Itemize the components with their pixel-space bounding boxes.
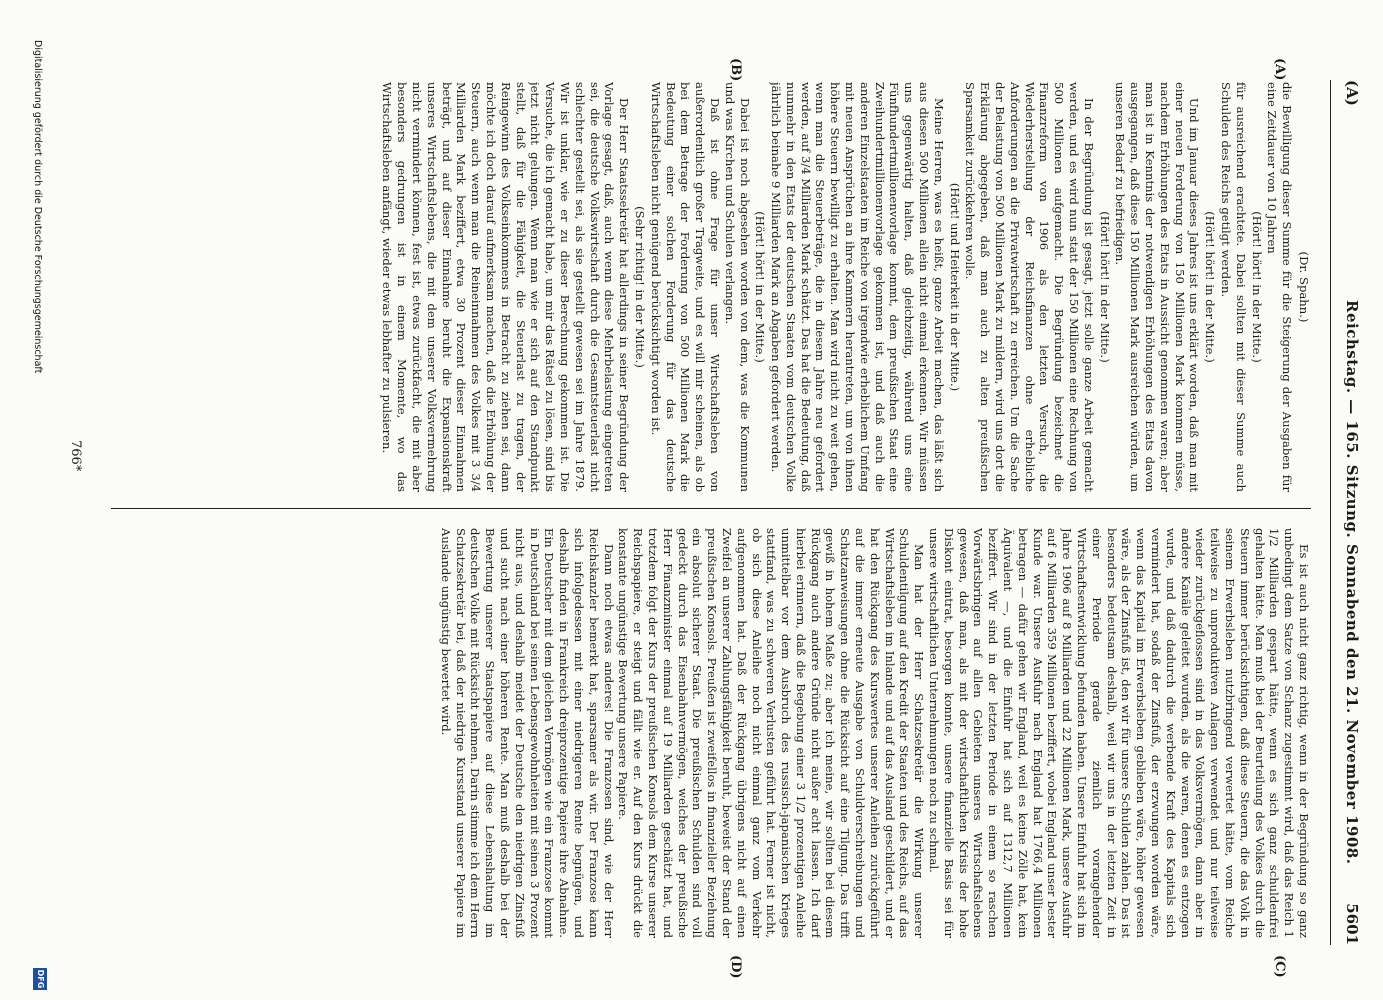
left-column [111, 82, 1311, 492]
interjection: (Sehr richtig! in der Mitte.) [632, 206, 647, 368]
page-header [1335, 80, 1361, 945]
paragraph: für ausreichend erachtete. Dabei sollten mit dieser Summe auch Schulden des Reichs getilgt werden. [1219, 82, 1248, 492]
paragraph: Meine Herren, was es heißt, ganze Arbeit machen, das läßt sich aus diesen 500 Millionen allein nicht einmal erkennen. Wir müssen uns gegenwärtig halten, daß gleichzeitig, während uns eine Fünfhundertmillionenvorlage kommt, dem preußischen Staat eine Zweihundertmillionenvorlage gekommen ist, und daß auch die anderen Einzelstaaten im Reiche von irgendwie erheblichem Umfang mit neuen Ansprüchen an ihre Kammern herantreten, um von ihnen höhere Steuern bewilligt zu erhalten. Man wird nicht zu weit gehen, wenn man die Steuerbeträge, die in diesem Jahre neu gefordert werden, auf 3/4 Milliarden Mark schätzt. Das hat die Bedeutung, daß nunmehr in den Etats der deutschen Staaten vom deutschen Volke jährlich beinahe 9 Milliarden Mark an Abgaben gefordert werden. [769, 82, 946, 492]
interjection: (Hört! hört! in der Mitte.) [1249, 211, 1264, 363]
paragraph: Und im Januar dieses Jahres ist uns erklärt worden, daß man mit einer neuen Forderung von 150 Millionen Mark kommen müsse, nachdem Erhöhungen des Etats in Aussicht genommen waren; aber man ist in Kenntnis der notwendigen Erhöhungen des Etats davon ausgegangen, daß diese 150 Millionen Mark ausreichen würden, um unseren Bedarf zu befriedigen. [1113, 82, 1202, 492]
page-footer-number: 766* [68, 440, 83, 472]
paragraph: In der Begründung ist gesagt, jetzt solle ganze Arbeit gemacht werden, und es wird nun statt der 150 Millionen eine Rechnung von 500 Millionen aufgemacht. Die Begründung bezeichnet die Finanzreform von 1906 als den letzten Versuch, die Wiederherstellung der Reichsfinanzen ohne erhebliche Anforderungen an die Privatwirtschaft zu erreichen. Um die Sache der Belastung von 500 Millionen Mark zu mildern, wird uns dort die Erklärung abgegeben, daß man auch zu alten preußischen Sparsamkeit zurückkehren wolle. [963, 82, 1096, 492]
paragraph: Daß ist ohne Frage für unser Wirtschaftsleben von außerordentlich großer Tragweite, und es will mir scheinen, als ob bei dem Betrage der Forderung von 500 Millionen Mark die Bedeutung einer solchen Forderung für das deutsche Wirtschaftsleben nicht genügend berücksichtigt worden ist. [648, 82, 722, 492]
header-rule [1330, 80, 1331, 945]
margin-marker-c: (C) [1272, 955, 1287, 978]
header-title: Reichstag. — 165. Sitzung. Sonnabend den 21. November 1908. [1343, 300, 1361, 865]
paragraph: die Bewilligung dieser Summe für die Steigerung der Ausgaben für eine Zeitdauer von 10 Jahren [1265, 82, 1295, 492]
margin-marker-d: (D) [728, 955, 743, 979]
digitization-credit: Digitalisierung gefördert durch die Deutsche Forschungsgemeinschaft [32, 40, 43, 374]
interjection: (Hört! hört! in der Mitte.) [1097, 211, 1112, 363]
header-left-marker: (A) [1343, 80, 1361, 106]
interjection: (Hört! hört! in der Mitte.) [1203, 211, 1218, 363]
speaker-label: (Dr. Spahn.) [1297, 251, 1311, 323]
right-column [111, 528, 1311, 938]
dfg-logo: DFG [33, 968, 47, 990]
interjection: (Hört! hört! in der Mitte.) [753, 211, 768, 363]
column-divider [111, 508, 1311, 509]
paragraph: Man hat der Herr Schatzsekretär die Wirkung unserer Schuldentilgung auf den Kredit der Staaten und des Reichs, auf das Wirtschaftsleben im Inlande und auf das Ausland geschildert, und er hat den Rückgang des Kurswertes unserer Anleihen zurückgeführt auf die immer erneute Ausgabe von Schuldverschreibungen und Schatzanweisungen ohne die Rücksicht auf eine Tilgung. Das trifft gewiß in hohem Maße zu; aber ich meine, wir sollten bei diesem Rückgang auch andere Gründe nicht außer acht lassen. Ich darf hierbei erinnern, daß die Begebung einer 3 1/2 prozentigen Anleihe unmittelbar vor dem Ausbruch des russisch-japanischen Krieges stattfand, was zu schweren Verlusten geführt hat. Ferner ist nicht, ob sich diese Anleihe noch nicht einmal ganz vom Verkehr aufgenommen hat. Daß der Rückgang übrigens nicht auf einen Zweifel an unserer Zahlungsfähigkeit beruht, beweist der Stand der preußischen Konsols. Preußen ist zweifellos in finanzieller Beziehung ein absolut sicherer Staat. Die preußischen Schulden sind voll gedeckt durch das Eisenbahnvermögen, welches der preußische Herr Finanzminister einmal auf 19 Milliarden geschätzt hat, und trotzdem folgt der Kurs der preußischen Konsols dem Kurse unserer Reichspapiere, er steigt und fällt wie er. Auf den Kurs drückt die konstante ungünstige Bewertung unsere Papiere. [616, 528, 927, 938]
paragraph: Der Herr Staatssekretär hat allerdings in seiner Begründung der Vorlage gesagt, daß, auch wenn diese Mehrbelastung eingetreten sei, die deutsche Volkswirtschaft durch die Gesamtsteuerlast nicht schlechter gestellt sei, als sie gestellt gewesen sei im Jahre 1879. Wir ist unklar, wie er zu dieser Berechnung gekommen ist. Die Versuche, die ich gemacht habe, um mir das Rätsel zu lösen, sind bis jetzt nicht gelungen. Wenn man wie er sich auf den Standpunkt stellt, daß für die Fähigkeit, die Steuerlast zu tragen, der Reingewinn des Volkseinkommens in Betracht zu ziehen sei, dann möchte ich doch darauf aufmerksam machen, daß die Erhöhung der Steuern, auch wenn man die Reineinnahmen des Volkes mit 3 3/4 Milliarden Mark beziffert, etwa 30 Prozent dieser Einnahmen beträgt, und auf dieser Einnahme beruht die Expansionskraft unseres Wirtschaftslebens, die mit dem unserer Volksvermehrung nicht vermindert können, fest ist, etwas zurückfacht, die mit aber besonders gedrungen ist in einem Momente, wo das Wirtschaftsleben anfängt, wieder etwas lebhafter zu pulsieren. [380, 82, 632, 492]
interjection: (Hört! und Heiterkeit in der Mitte.) [947, 182, 962, 392]
margin-marker-a: (A) [1272, 58, 1287, 81]
paragraph: Dabei ist noch abgesehen worden von dem, was die Kommunen und was Kirchen und Schulen verlangen. [722, 82, 752, 492]
margin-marker-b: (B) [728, 58, 743, 82]
paragraph: Dann noch etwas anderes! Die Franzosen sind, wie der Herr Reichskanzler bemerkt hat, sparsamer als wir. Der Franzose kann sich infolgedessen mit einer niedrigeren Rente begnügen, und deshalb finden in Frankreich dreiprozentige Papiere ihre Abnahme. Ein Deutscher mit dem gleichen Vermögen wie ein Franzose kommt in Deutschland bei seinen Lebensgewohnheiten mit seinen 3 Prozent nicht aus, und deshalb meidet der Deutsche den niedrigen Zinsfuß und sucht nach einer höheren Rente. Man muß deshalb bei der Bewertung unserer Staatspapiere auf diese Lebenshaltung im deutschen Volke mit Rücksicht nehmen. Darin stimme ich dem Herrn Schatzsekretär bei, daß der niedrige Kursstand unserer Papiere im Auslande ungünstig bewertet wird. [438, 528, 616, 938]
header-page-number: 5601 [1343, 903, 1361, 945]
paragraph: Es ist auch nicht ganz richtig, wenn in der Begründung so ganz unbedingt dem Satze von Schanz zugestimmt wird, daß das Reich 1 1/2 Milliarden gespart hätte, wenn es sich ganz schuldenfrei gehalten hätte. Man muß bei der Beurteilung des Volkes durch die Steuern immer berücksichtigen, daß diese Steuern, die das Volk in seinem Erwerbsleben nutzbringend verwertet hätte, vom Reiche teilweise zu unproduktiven Anlagen verwendet und nur teilweise wieder zurückgeflossen sind in das Volksvermögen, dann aber in andere Kanäle geleitet wurden, als die waren, denen es entzogen wurde, und daß dadurch die werbende Kraft des Kapitals sich vermindert hat, sodaß der Zinsfuß, der erzwungen worden wäre, wenn das Kapital im Erwerbsleben geblieben wäre, höher gewesen wäre, als der Zinsfuß ist, den wir für unsere Schulden zahlen. Das ist besonders bedeutsam deshalb, weil wir uns in der letzten Zeit in einer Periode gerade ziemlich vorangehender Wirtschaftsentwicklung befunden haben. Unsere Einfuhr hat sich im Jahre 1906 auf 8 Milliarden und 22 Millionen Mark, unsere Ausfuhr auf 6 Milliarden 359 Millionen beziffert, wobei England unser bester Kunde war. Unsere Ausfuhr nach England hat 1766,4 Millionen betragen — dafür gehen wir England, weil es keine Zölle hat, kein Äquivalent —, und die Einfuhr hat sich auf 1312,7 Millionen beziffert. Wir sind in der letzten Periode in einem so raschen Vorwärtsbringen auf allen Gebieten unseres Wirtschaftslebens gewesen, daß man, als mit der wirtschaftlichen Krisis der hohe Diskont eintrat, besorgen konnte, unsere finanzielle Basis sei für unsere wirtschaftlichen Unternehmungen noch zu schmal. [927, 528, 1311, 938]
